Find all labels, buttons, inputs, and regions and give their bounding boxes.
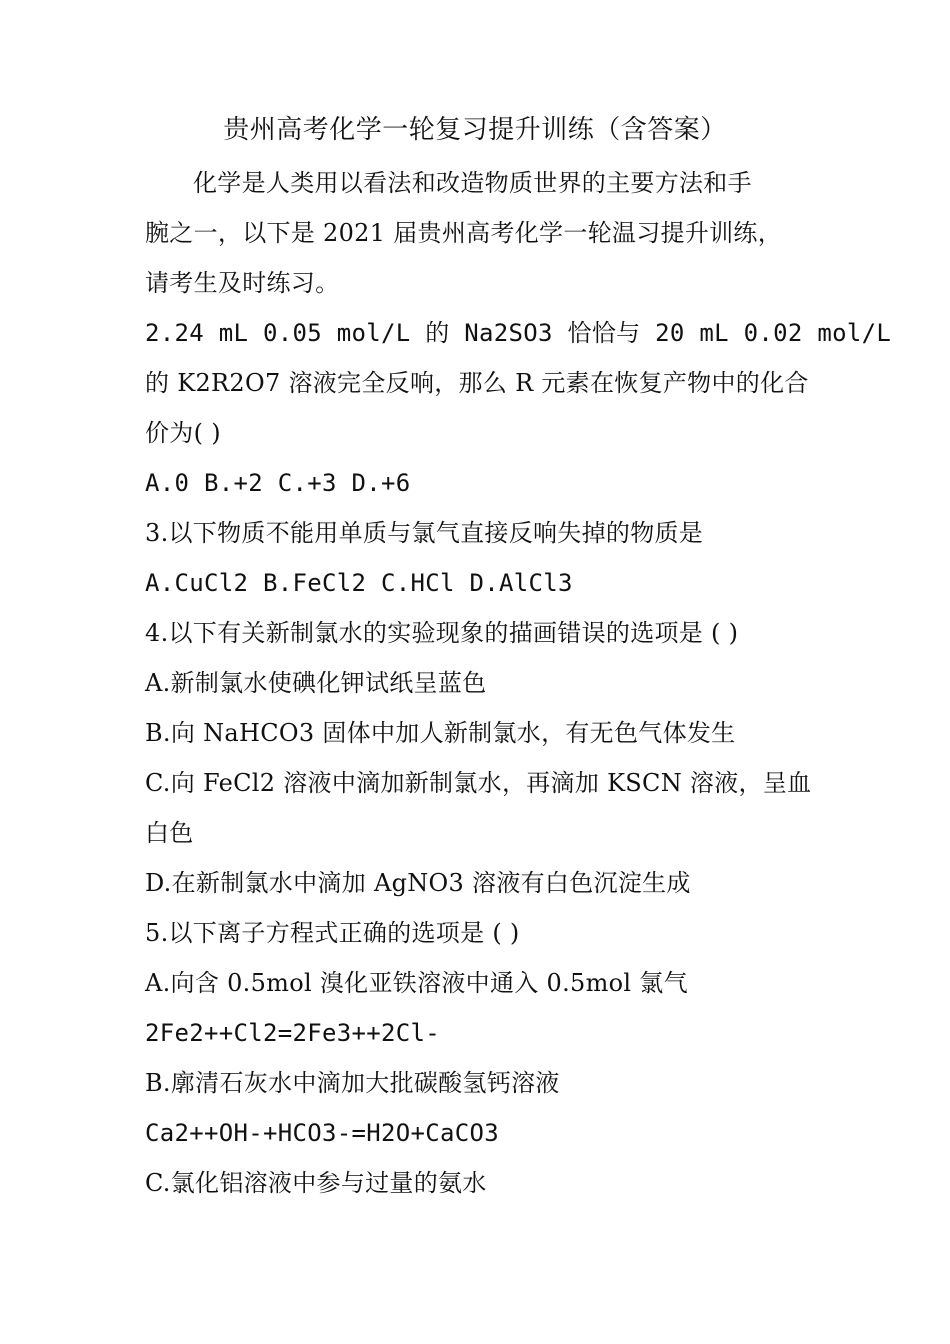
paragraph-line-3: 请考生及时练习。 [145, 269, 340, 297]
paragraph-line-2: 腕之一，以下是 2021 届贵州高考化学一轮温习提升训练， [145, 219, 783, 247]
question-2-line-3: 价为( ) [145, 419, 221, 447]
question-5-equation-a: 2Fe2++Cl2=2Fe3++2Cl- [145, 1019, 440, 1047]
question-5-text: 5.以下离子方程式正确的选项是 ( ) [145, 919, 520, 947]
question-5-option-b: B.廓清石灰水中滴加大批碳酸氢钙溶液 [145, 1069, 560, 1097]
question-2-line-1: 2.24 mL 0.05 mol/L 的 Na2SO3 恰恰与 20 mL 0.02 mol/L [145, 319, 892, 347]
question-4-option-a: A.新制氯水使碘化钾试纸呈蓝色 [145, 669, 487, 697]
question-4-option-d: D.在新制氯水中滴加 AgNO3 溶液有白色沉淀生成 [145, 869, 691, 897]
paragraph-line-1: 化学是人类用以看法和改造物质世界的主要方法和手 [193, 169, 752, 197]
question-4-text: 4.以下有关新制氯水的实验现象的描画错误的选项是 ( ) [145, 619, 739, 647]
question-4-option-c-line-2: 白色 [145, 819, 194, 847]
question-2-options: A.0 B.+2 C.+3 D.+6 [145, 469, 411, 497]
question-4-option-c-line-1: C.向 FeCl2 溶液中滴加新制氯水，再滴加 KSCN 溶液，呈血 [145, 769, 812, 797]
question-5-option-c: C.氯化铝溶液中参与过量的氨水 [145, 1169, 487, 1197]
question-5-option-a: A.向含 0.5mol 溴化亚铁溶液中通入 0.5mol 氯气 [145, 969, 688, 997]
question-3-text: 3.以下物质不能用单质与氯气直接反响失掉的物质是 [145, 519, 704, 547]
question-5-equation-b: Ca2++OH-+HCO3-=H2O+CaCO3 [145, 1119, 499, 1147]
question-3-options: A.CuCl2 B.FeCl2 C.HCl D.AlCl3 [145, 569, 573, 597]
question-4-option-b: B.向 NaHCO3 固体中加人新制氯水，有无色气体发生 [145, 719, 736, 747]
document-title: 贵州高考化学一轮复习提升训练（含答案） [223, 115, 727, 145]
question-2-line-2: 的 K2R2O7 溶液完全反响，那么 R 元素在恢复产物中的化合 [145, 369, 809, 397]
